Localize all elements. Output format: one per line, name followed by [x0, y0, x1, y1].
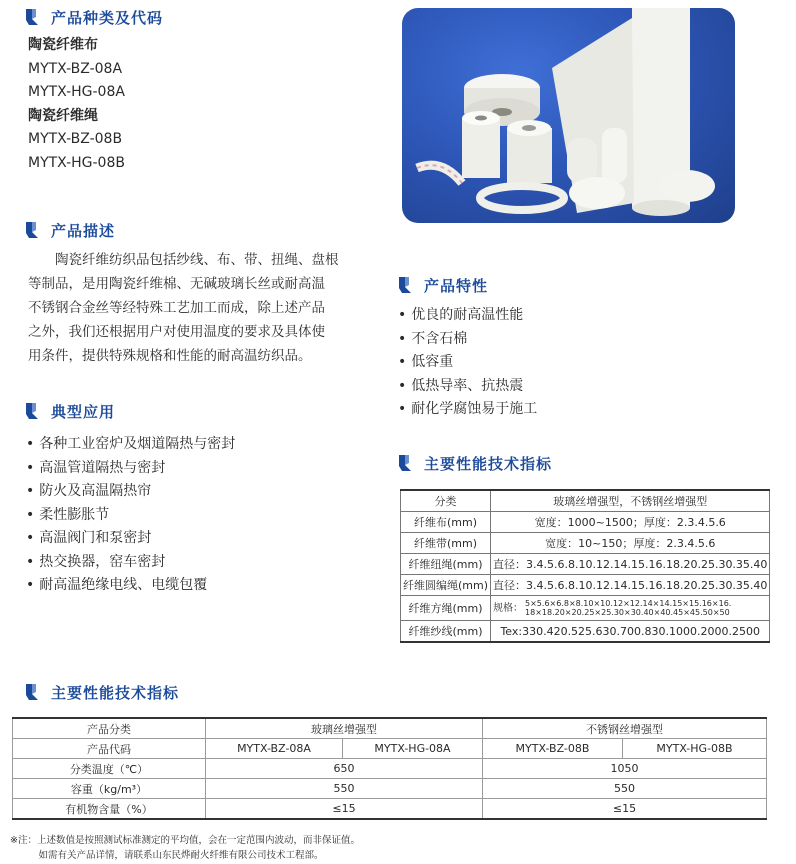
spec-header-cell: 玻璃丝增强型，不锈钢丝增强型 — [491, 490, 770, 512]
features-list — [398, 304, 537, 422]
spec-value-cell: 直径：3.4.5.6.8.10.12.14.15.16.18.20.25.30.35.40 — [491, 575, 770, 596]
feature-item: • 耐化学腐蚀易于施工 — [398, 398, 537, 422]
main-table-row — [13, 799, 767, 820]
description-line: 陶瓷纤维纺织品包括纱线、布、带、扭绳、盘根 — [28, 252, 339, 268]
description-title: 产品描述 — [51, 221, 116, 240]
main-value-cell: 1050 — [483, 759, 767, 779]
spec-label-cell: 纤维方绳(mm) — [401, 596, 491, 621]
main-table-row — [13, 759, 767, 779]
main-value-cell: 650 — [206, 759, 483, 779]
spec-table-row — [401, 596, 770, 621]
section-marker-icon — [398, 276, 412, 294]
description-line: 之外，我们还根据用户对使用温度的要求及具体使 — [28, 324, 325, 340]
main-code-cell: MYTX-HG-08A — [343, 739, 483, 759]
section-marker-icon — [398, 454, 412, 472]
main-table-row — [13, 739, 767, 759]
main-value-cell: 550 — [483, 779, 767, 799]
main-table-row — [13, 779, 767, 799]
main-value-cell: ≤15 — [483, 799, 767, 820]
product-type-line: MYTX-BZ-08A — [28, 60, 123, 77]
description-heading — [25, 219, 115, 241]
spec-prefix: 规格： — [493, 603, 524, 614]
product-type-line: 陶瓷纤维布 — [28, 37, 98, 53]
product-photo — [402, 8, 735, 223]
spec-table-row — [401, 621, 770, 643]
footnote-line: ※注：上述数值是按照测试标准测定的平均值，会在一定范围内波动，而非保证值。 — [10, 835, 360, 846]
main-label-cell: 分类温度（℃） — [13, 759, 206, 779]
applications-heading — [25, 400, 115, 422]
section-marker-icon — [25, 683, 39, 701]
description-paragraph — [28, 248, 368, 368]
spec-detail-line: 18×18.20×20.25×25.30×30.40×40.45×45.50×50 — [525, 608, 730, 617]
description-line: 不锈钢合金丝等经特殊工艺加工而成，除上述产品 — [28, 300, 325, 316]
product-type-line: MYTX-HG-08B — [28, 154, 125, 171]
spec-value-cell: Tex:330.420.525.630.700.830.1000.2000.2500 — [491, 621, 770, 643]
ceramic-fiber-products-image — [402, 8, 735, 223]
spec-label-cell: 纤维布(mm) — [401, 512, 491, 533]
application-item: • 防火及高温隔热帘 — [26, 480, 235, 504]
application-item: • 耐高温绝缘电线、电缆包覆 — [26, 574, 235, 598]
application-item: • 柔性膨胀节 — [26, 504, 235, 528]
product-types-heading — [25, 6, 163, 28]
footnote-line: 如需有关产品详情，请联系山东民烨耐火纤维有限公司技术工程部。 — [10, 850, 324, 861]
spec-value-cell: 宽度：10~150；厚度：2.3.4.5.6 — [491, 533, 770, 554]
main-table-title: 主要性能技术指标 — [51, 683, 180, 702]
product-type-line: MYTX-HG-08A — [28, 84, 125, 100]
features-title: 产品特性 — [424, 276, 489, 295]
spec-header-cell: 分类 — [401, 490, 491, 512]
main-table-row — [13, 718, 767, 739]
main-code-cell: MYTX-BZ-08A — [206, 739, 343, 759]
section-marker-icon — [25, 221, 39, 239]
applications-list — [26, 433, 235, 598]
spec-table — [400, 489, 770, 643]
features-heading — [398, 274, 488, 296]
spec-table-row — [401, 575, 770, 596]
product-type-line: 陶瓷纤维绳 — [28, 107, 98, 124]
main-table-heading — [25, 681, 179, 703]
main-code-cell: MYTX-BZ-08B — [483, 739, 623, 759]
section-marker-icon — [25, 402, 39, 420]
application-item: • 高温阀门和泵密封 — [26, 527, 235, 551]
main-label-cell: 有机物含量（%） — [13, 799, 206, 820]
main-label-cell: 产品分类 — [13, 718, 206, 739]
spec-detail-line: 5×5.6×6.8×8.10×10.12×12.14×14.15×15.16×16. — [525, 599, 732, 608]
spec-value-cell: 宽度：1000~1500；厚度：2.3.4.5.6 — [491, 512, 770, 533]
applications-title: 典型应用 — [51, 402, 116, 421]
spec-table-row — [401, 533, 770, 554]
product-types-title: 产品种类及代码 — [51, 8, 164, 27]
description-line: 用条件，提供特殊规格和性能的耐高温纺织品。 — [28, 348, 312, 364]
feature-item: • 低热导率、抗热震 — [398, 375, 537, 399]
description-line: 等制品，是用陶瓷纤维棉、无碱玻璃长丝或耐高温 — [28, 276, 325, 292]
main-label-cell: 容重（kg/m³） — [13, 779, 206, 799]
spec-label-cell: 纤维纱线(mm) — [401, 621, 491, 643]
feature-item: • 不含石棉 — [398, 328, 537, 352]
section-marker-icon — [25, 8, 39, 26]
application-item: • 热交换器，窑车密封 — [26, 551, 235, 575]
spec-value-cell — [491, 596, 770, 621]
spec-table-title: 主要性能技术指标 — [424, 454, 553, 473]
main-label-cell: 产品代码 — [13, 739, 206, 759]
spec-table-header-row — [401, 490, 770, 512]
product-types-list — [28, 34, 125, 175]
spec-table-row — [401, 512, 770, 533]
spec-label-cell: 纤维带(mm) — [401, 533, 491, 554]
main-value-cell: 550 — [206, 779, 483, 799]
feature-item: • 优良的耐高温性能 — [398, 304, 537, 328]
main-value-cell: 不锈钢丝增强型 — [483, 718, 767, 739]
footnotes — [10, 833, 360, 863]
spec-table-heading — [398, 452, 552, 474]
spec-label-cell: 纤维纽绳(mm) — [401, 554, 491, 575]
main-value-cell: 玻璃丝增强型 — [206, 718, 483, 739]
main-value-cell: ≤15 — [206, 799, 483, 820]
application-item: • 高温管道隔热与密封 — [26, 457, 235, 481]
application-item: • 各种工业窑炉及烟道隔热与密封 — [26, 433, 235, 457]
spec-table-row — [401, 554, 770, 575]
feature-item: • 低容重 — [398, 351, 537, 375]
main-table — [12, 717, 767, 820]
main-code-cell: MYTX-HG-08B — [623, 739, 767, 759]
spec-label-cell: 纤维圆编绳(mm) — [401, 575, 491, 596]
spec-value-cell: 直径：3.4.5.6.8.10.12.14.15.16.18.20.25.30.35.40 — [491, 554, 770, 575]
product-type-line: MYTX-BZ-08B — [28, 131, 123, 147]
